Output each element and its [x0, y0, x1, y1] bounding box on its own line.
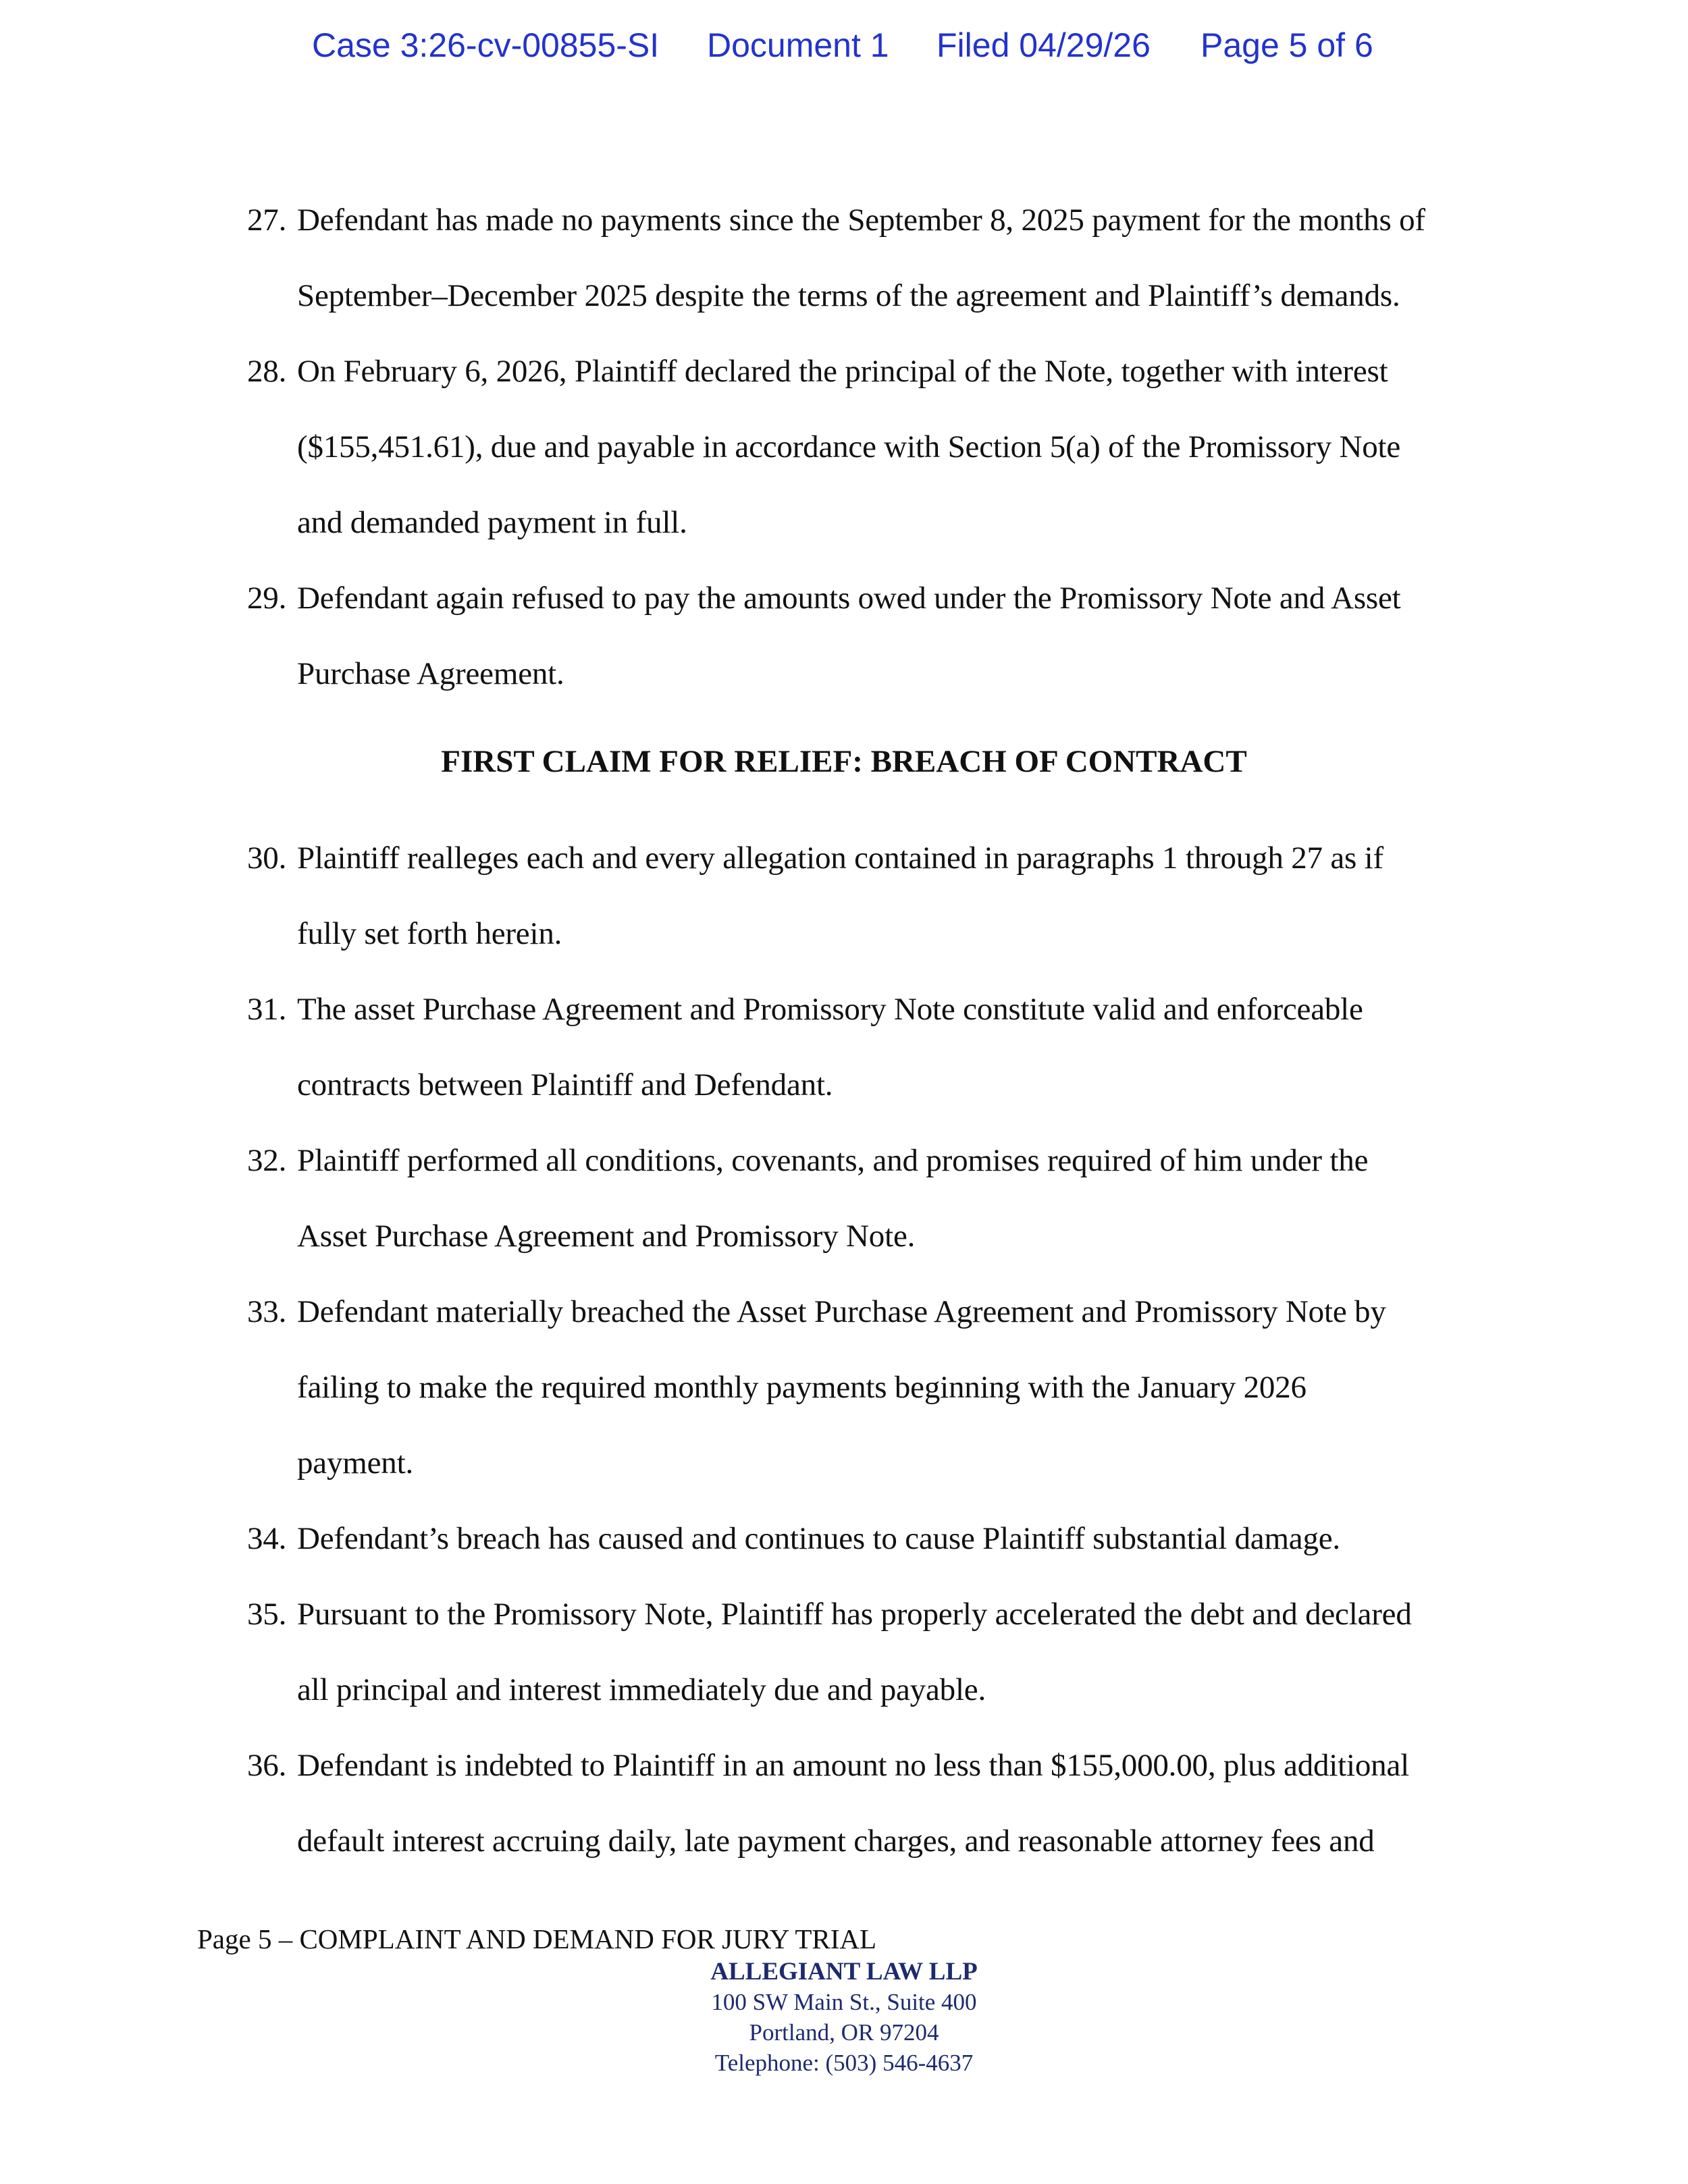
paragraph-31 [247, 971, 1530, 1123]
firm-name: ALLEGIANT LAW LLP [710, 1958, 978, 1986]
paragraph-28 [247, 334, 1530, 560]
paragraph-line: failing to make the required monthly payments beginning with the January 2026 [297, 1370, 1307, 1405]
law-firm-block [709, 1956, 979, 2078]
paragraph-number: 28. [247, 354, 287, 389]
paragraph-line: ($155,451.61), due and payable in accordance with Section 5(a) of the Promissory Note [297, 429, 1401, 464]
paragraph-line: Defendant again refused to pay the amounts owed under the Promissory Note and Asset [297, 581, 1401, 616]
paragraph-line: payment. [297, 1445, 413, 1481]
firm-address-line-2: Portland, OR 97204 [749, 2019, 939, 2046]
paragraph-line: Pursuant to the Promissory Note, Plaintiff has properly accelerated the debt and declared [297, 1597, 1412, 1632]
paragraph-number: 29. [247, 581, 287, 616]
page-count: Page 5 of 6 [1201, 26, 1373, 64]
paragraph-line: Defendant has made no payments since the September 8, 2025 payment for the months of [297, 203, 1425, 238]
paragraph-27 [247, 182, 1530, 334]
paragraph-line: The asset Purchase Agreement and Promissory Note constitute valid and enforceable [297, 992, 1363, 1027]
paragraph-line: Defendant’s breach has caused and continues to cause Plaintiff substantial damage. [297, 1521, 1340, 1556]
paragraph-line: Plaintiff realleges each and every allegation contained in paragraphs 1 through 27 as if [297, 841, 1383, 876]
firm-phone: Telephone: (503) 546-4637 [714, 2050, 974, 2076]
paragraph-number: 35. [247, 1597, 287, 1632]
paragraph-number: 33. [247, 1294, 287, 1329]
paragraph-line: Purchase Agreement. [297, 656, 564, 691]
paragraph-line: Defendant is indebted to Plaintiff in an amount no less than $155,000.00, plus additional [297, 1748, 1409, 1783]
paragraph-number: 32. [247, 1143, 287, 1178]
paragraph-number: 36. [247, 1748, 287, 1783]
paragraph-line: Plaintiff performed all conditions, covenants, and promises required of him under the [297, 1143, 1369, 1178]
paragraph-line: Defendant materially breached the Asset Purchase Agreement and Promissory Note by [297, 1294, 1386, 1329]
paragraph-number: 31. [247, 992, 287, 1027]
paragraph-line: and demanded payment in full. [297, 505, 687, 540]
paragraph-number: 30. [247, 841, 287, 876]
footer-page-title: Page 5 – COMPLAINT AND DEMAND FOR JURY TRIAL [197, 1923, 877, 1954]
paragraph-30 [247, 820, 1530, 971]
filed-date: Filed 04/29/26 [937, 26, 1151, 64]
paragraph-36 [247, 1728, 1530, 1879]
case-number: Case 3:26-cv-00855-SI [312, 26, 660, 64]
paragraph-33 [247, 1274, 1530, 1501]
paragraph-line: all principal and interest immediately due and payable. [297, 1672, 986, 1707]
paragraph-29 [247, 560, 1530, 712]
firm-address-line-1: 100 SW Main St., Suite 400 [711, 1989, 977, 2015]
document-number: Document 1 [707, 26, 889, 64]
paragraph-line: On February 6, 2026, Plaintiff declared the principal of the Note, together with interest [297, 354, 1388, 389]
paragraph-number: 27. [247, 203, 287, 238]
section-heading: FIRST CLAIM FOR RELIEF: BREACH OF CONTRACT [441, 744, 1247, 779]
paragraph-line: Asset Purchase Agreement and Promissory Note. [297, 1219, 916, 1254]
paragraph-34 [247, 1501, 1530, 1576]
paragraph-line: September–December 2025 despite the terms of the agreement and Plaintiff’s demands. [297, 278, 1400, 313]
paragraph-line: default interest accruing daily, late payment charges, and reasonable attorney fees and [297, 1823, 1375, 1859]
paragraph-32 [247, 1123, 1530, 1274]
paragraph-line: fully set forth herein. [297, 916, 562, 951]
paragraph-35 [247, 1576, 1530, 1728]
paragraph-number: 34. [247, 1521, 287, 1556]
paragraph-line: contracts between Plaintiff and Defendant. [297, 1067, 833, 1102]
